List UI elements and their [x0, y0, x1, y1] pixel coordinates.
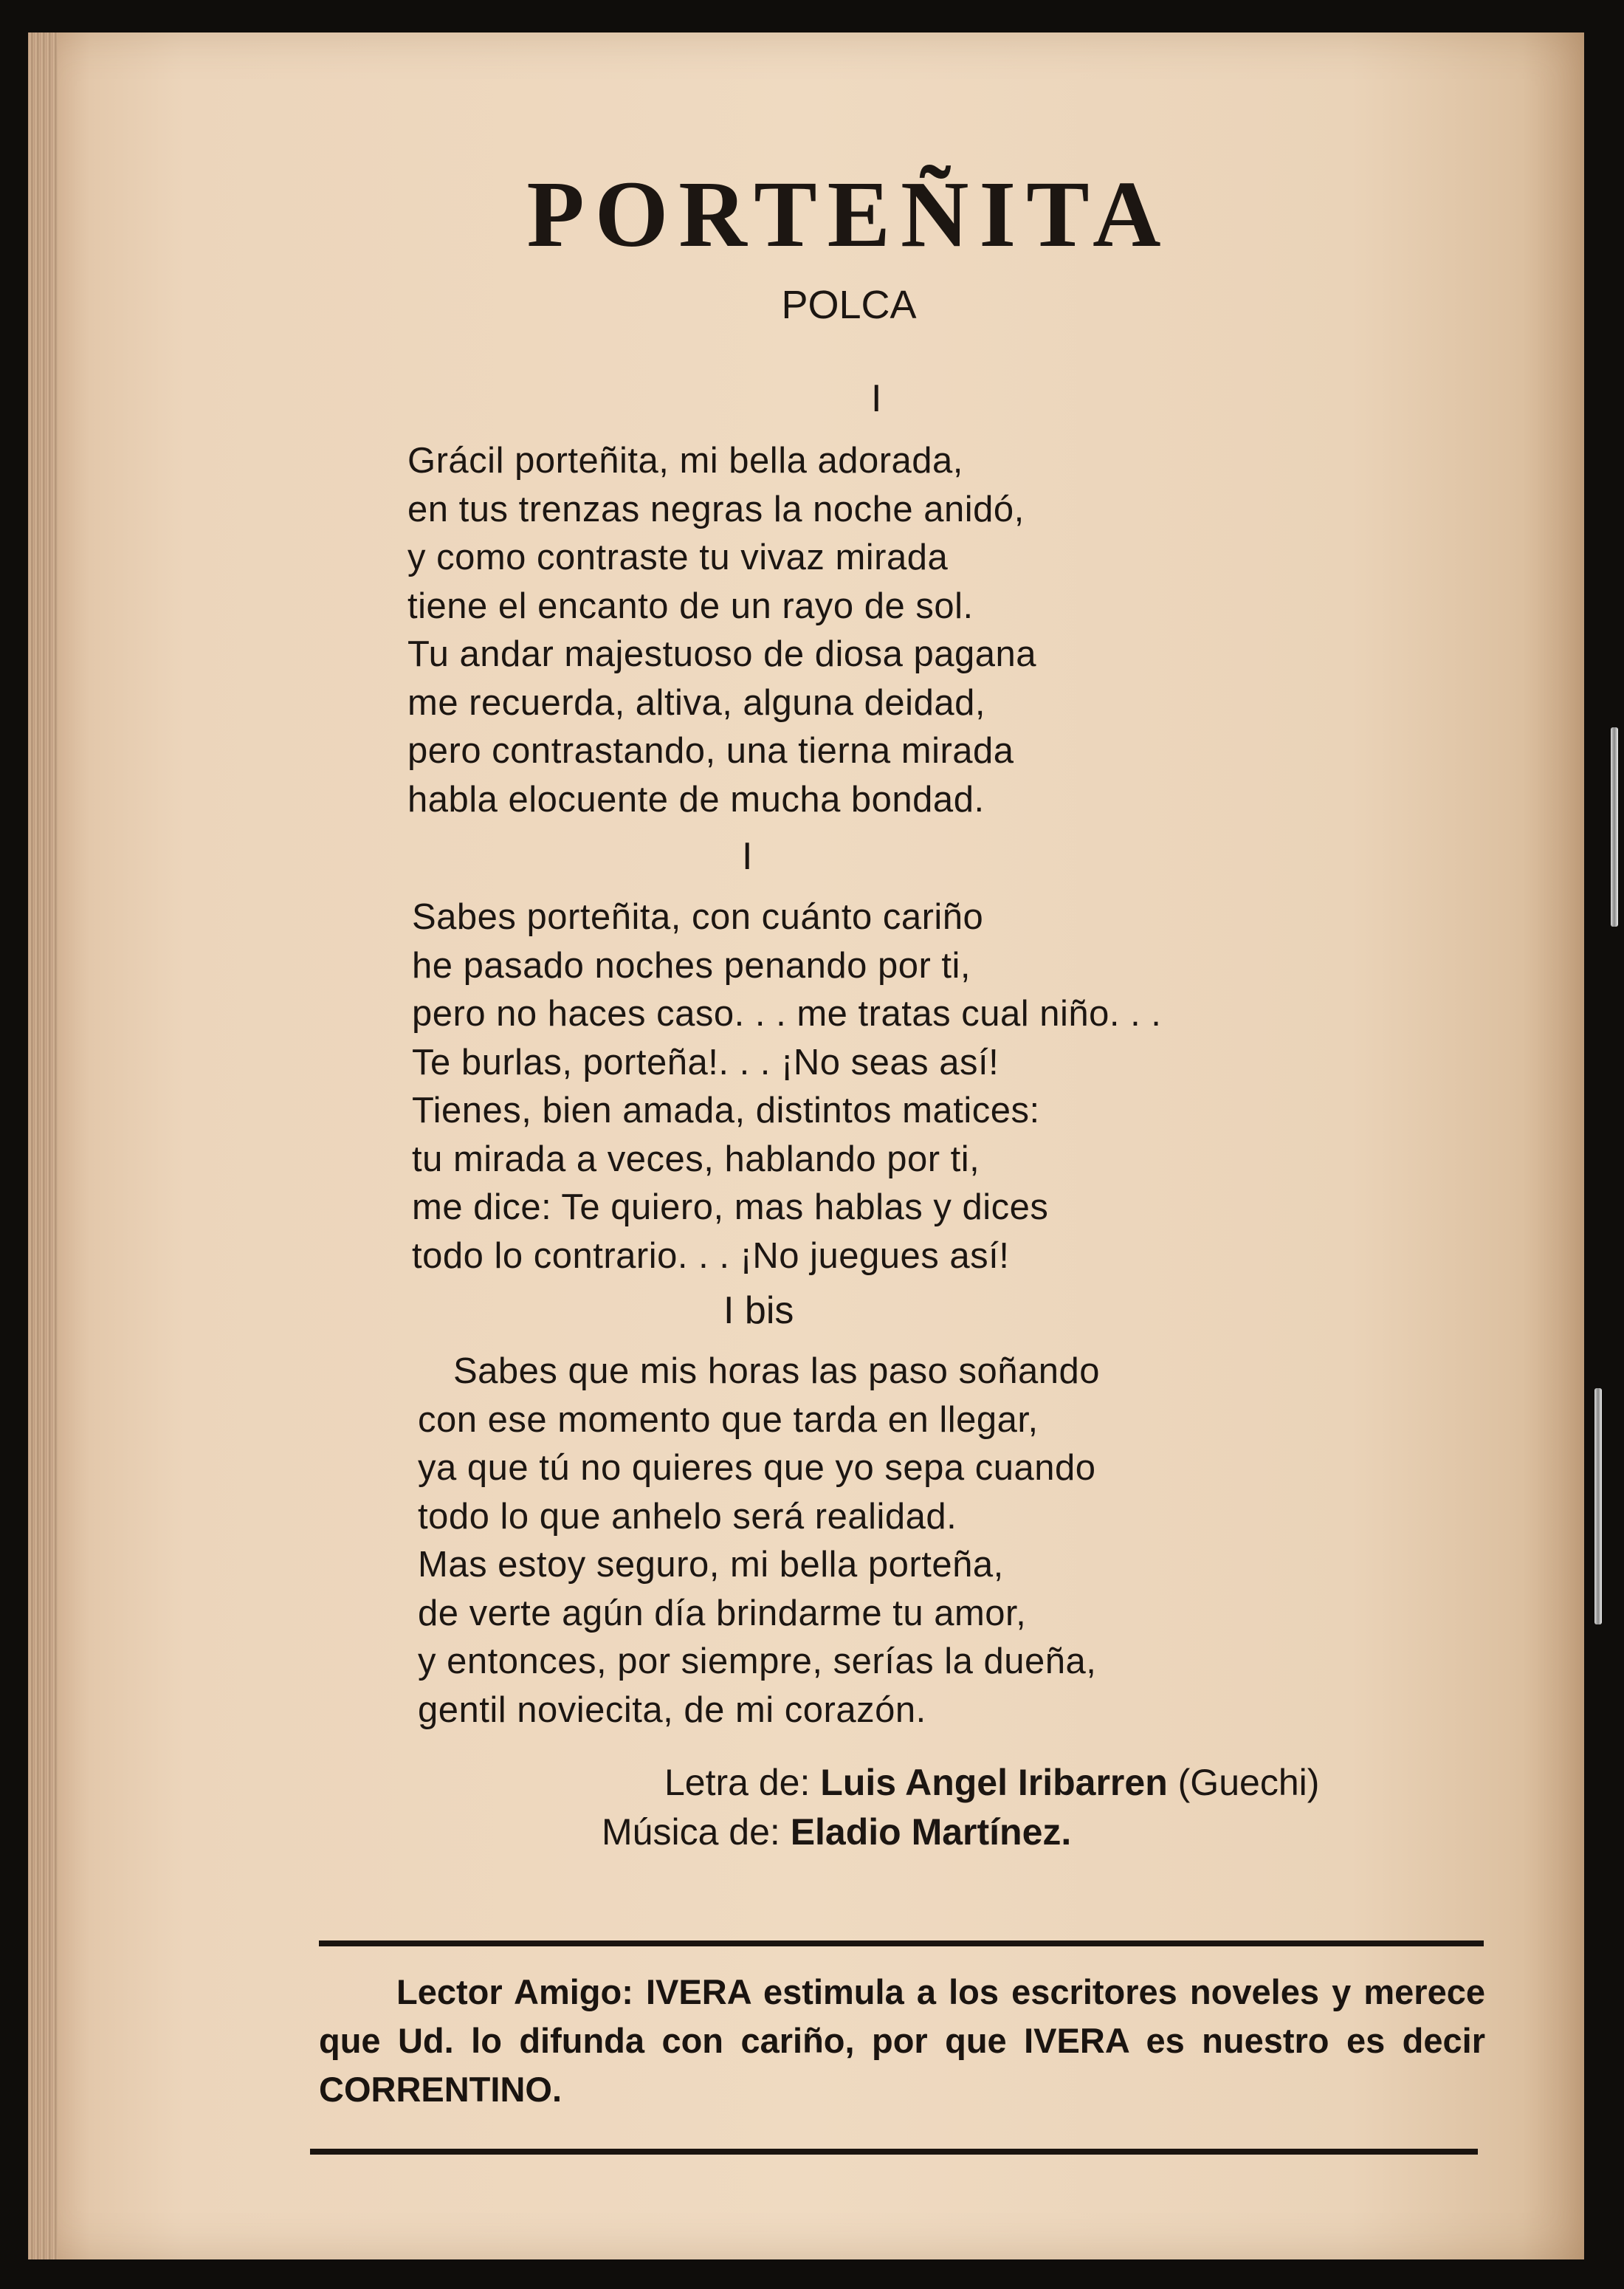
verse-line: Grácil porteñita, mi bella adorada, [407, 441, 963, 481]
song-title: PORTEÑITA [526, 162, 1171, 267]
song-genre: POLCA [781, 283, 917, 327]
verse-line: Te burlas, porteña!. . . ¡No seas así! [412, 1042, 999, 1082]
stanza-heading: I bis [723, 1289, 794, 1332]
verse-line: de verte agún día brindarme tu amor, [418, 1593, 1027, 1633]
verse-line: tiene el encanto de un rayo de sol. [407, 586, 974, 626]
verse-line: con ese momento que tarda en llegar, [418, 1399, 1039, 1440]
stanza-3 [418, 1348, 1100, 1734]
music-credit [602, 1811, 1071, 1853]
verse-line: gentil noviecita, de mi corazón. [418, 1689, 926, 1730]
staple-top [1611, 727, 1618, 927]
verse-line: ya que tú no quieres que yo sepa cuando [418, 1448, 1096, 1488]
verse-line: en tus trenzas negras la noche anidó, [407, 489, 1025, 529]
verse-line: Tienes, bien amada, distintos matices: [412, 1091, 1040, 1130]
verse-line: y como contraste tu vivaz mirada [407, 538, 949, 577]
divider-top [319, 1940, 1484, 1946]
music-label: Música de: [602, 1811, 780, 1853]
verse-line: todo lo contrario. . . ¡No juegues así! [412, 1235, 1010, 1276]
verse-line: y entonces, por siempre, serías la dueña, [418, 1641, 1097, 1681]
page-stack-edge [28, 32, 58, 2259]
verse-line: Sabes porteñita, con cuánto cariño [412, 897, 984, 937]
reader-notice: Lector Amigo: IVERA estimula a los escritores noveles y merece que Ud. lo difunda con cariño, por que IVERA es nuestro es decir CORRENTINO. [319, 1972, 1485, 2109]
binding-strip [1602, 30, 1624, 2267]
lyrics-label: Letra de: [664, 1762, 811, 1803]
lyrics-author: Luis Angel Iribarren [820, 1762, 1168, 1803]
verse-line: me dice: Te quiero, mas hablas y dices [412, 1187, 1049, 1227]
verse-line: he pasado noches penando por ti, [412, 945, 971, 986]
verse-line: me recuerda, altiva, alguna deidad, [407, 682, 985, 723]
stanza-1 [407, 437, 1036, 824]
verse-line: pero contrastando, una tierna mirada [407, 731, 1014, 771]
stanza-2 [412, 893, 1161, 1280]
verse-line: Sabes que mis horas las paso soñando [453, 1351, 1101, 1391]
music-author: Eladio Martínez. [790, 1811, 1072, 1853]
lyrics-alias: (Guechi) [1177, 1762, 1320, 1803]
staple-bottom [1594, 1388, 1602, 1624]
divider-bottom [310, 2149, 1478, 2155]
verse-line: todo lo que anhelo será realidad. [418, 1496, 957, 1537]
verse-line: pero no haces caso. . . me tratas cual niño. . . [412, 994, 1162, 1034]
lyrics-credit [664, 1761, 1319, 1804]
stanza-heading: I [871, 377, 882, 420]
verse-line: tu mirada a veces, hablando por ti, [412, 1139, 980, 1179]
verse-line: Tu andar majestuoso de diosa pagana [407, 634, 1036, 674]
verse-line: Mas estoy seguro, mi bella porteña, [418, 1545, 1004, 1585]
verse-line: habla elocuente de mucha bondad. [407, 779, 985, 820]
stanza-heading: I [742, 835, 753, 878]
